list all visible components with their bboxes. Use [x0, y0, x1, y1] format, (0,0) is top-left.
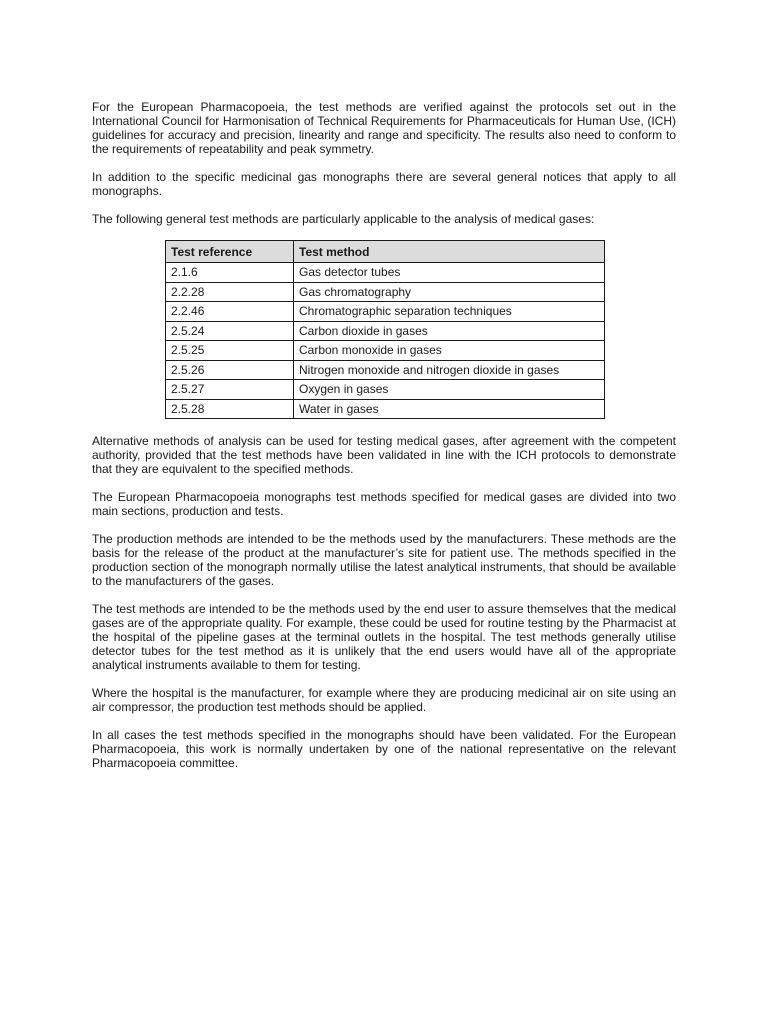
test-method-cell: Oxygen in gases [294, 380, 605, 400]
test-reference-cell: 2.5.27 [166, 380, 294, 400]
test-method-cell: Nitrogen monoxide and nitrogen dioxide in gases [294, 360, 605, 380]
test-method-cell: Gas detector tubes [294, 263, 605, 283]
test-method-cell: Gas chromatography [294, 282, 605, 302]
test-reference-cell: 2.5.25 [166, 341, 294, 361]
test-reference-cell: 2.2.46 [166, 302, 294, 322]
table-row [166, 263, 605, 283]
header-test-reference: Test reference [166, 241, 294, 263]
test-method-cell: Chromatographic separation techniques [294, 302, 605, 322]
paragraph-production-methods: The production methods are intended to be the methods used by the manufacturers. These methods are the basis for the release of the product at the manufacturer’s site for patient use. The methods specified in the production section of the monograph normally utilise the latest analytical instruments, that should be available to the manufacturers of the gases. [92, 532, 676, 588]
paragraph-general-notices: In addition to the specific medicinal gas monographs there are several general notices that apply to all monographs. [92, 170, 676, 198]
body-section [92, 434, 676, 770]
test-method-cell: Carbon monoxide in gases [294, 341, 605, 361]
document-page [92, 100, 676, 784]
test-reference-cell: 2.5.26 [166, 360, 294, 380]
table-row [166, 302, 605, 322]
paragraph-test-methods: The test methods are intended to be the methods used by the end user to assure themselves that the medical gases are of the appropriate quality. For example, these could be used for routine testing by the Pharmacist at the hospital of the pipeline gases at the terminal outlets in the hospital. The test methods generally utilise detector tubes for the test method as it is unlikely that the end users would have all of the appropriate analytical instruments available to them for testing. [92, 602, 676, 672]
table-header-row [166, 241, 605, 263]
test-method-cell: Water in gases [294, 399, 605, 419]
paragraph-ich-verification: For the European Pharmacopoeia, the test methods are verified against the protocols set out in the International Council for Harmonisation of Technical Requirements for Pharmaceuticals for Human Use, (ICH) guidelines for accuracy and precision, linearity and range and specificity. The results also need to conform to the requirements of repeatability and peak symmetry. [92, 100, 676, 156]
paragraph-table-intro: The following general test methods are particularly applicable to the analysis of medical gases: [92, 212, 595, 226]
test-methods-table [165, 240, 605, 419]
test-method-cell: Carbon dioxide in gases [294, 321, 605, 341]
table-row [166, 341, 605, 361]
header-test-method: Test method [294, 241, 605, 263]
table-row [166, 380, 605, 400]
table-row [166, 360, 605, 380]
test-reference-cell: 2.1.6 [166, 263, 294, 283]
table-row [166, 321, 605, 341]
test-reference-cell: 2.5.28 [166, 399, 294, 419]
paragraph-alternative-methods: Alternative methods of analysis can be used for testing medical gases, after agreement with the competent authority, provided that the test methods have been validated in line with the ICH protocols to demonstrate that they are equivalent to the specified methods. [92, 434, 676, 476]
paragraph-validation: In all cases the test methods specified in the monographs should have been validated. For the European Pharmacopoeia, this work is normally undertaken by one of the national representative on the relevant Pharmacopoeia committee. [92, 728, 676, 770]
table-row [166, 282, 605, 302]
test-reference-cell: 2.2.28 [166, 282, 294, 302]
paragraph-hospital-manufacturer: Where the hospital is the manufacturer, for example where they are producing medicinal air on site using an air compressor, the production test methods should be applied. [92, 686, 676, 714]
test-reference-cell: 2.5.24 [166, 321, 294, 341]
table-row [166, 399, 605, 419]
paragraph-monograph-sections: The European Pharmacopoeia monographs test methods specified for medical gases are divided into two main sections, production and tests. [92, 490, 676, 518]
